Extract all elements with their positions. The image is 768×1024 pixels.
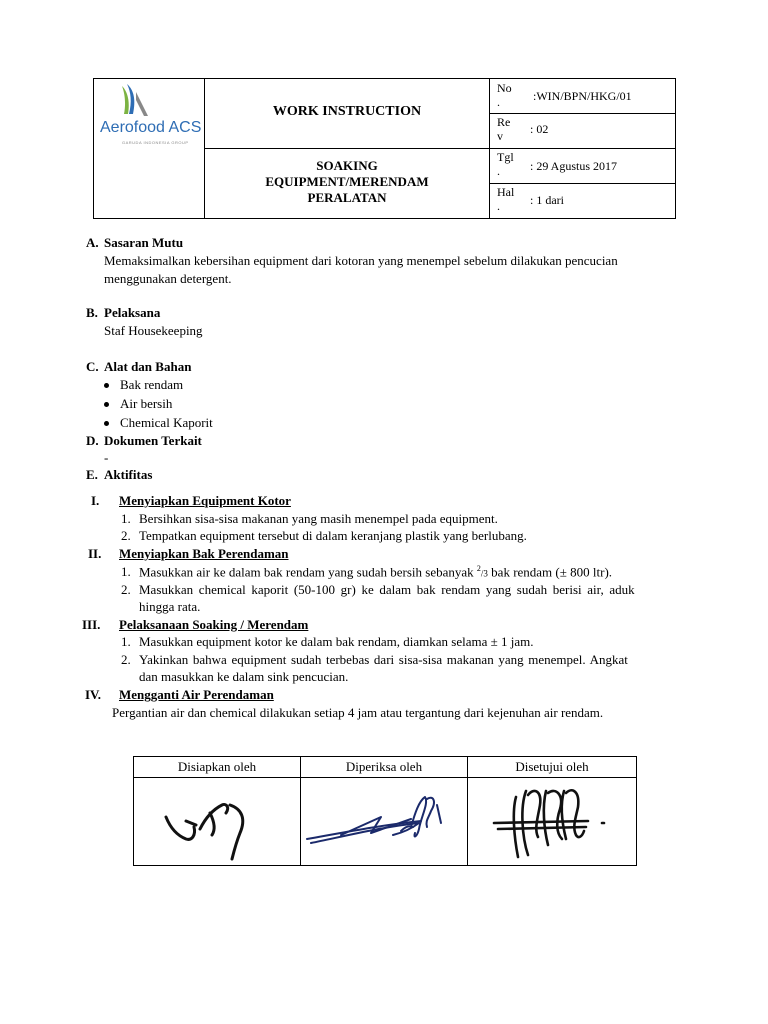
step-text-part: Masukkan air ke dalam bak rendam yang sudah bersih sebanyak <box>139 564 477 580</box>
step-number: 2. <box>121 528 131 543</box>
signature-checked <box>301 777 467 865</box>
meta-label-bottom: . <box>497 95 500 109</box>
step-text: Yakinkan bahwa equipment sudah terbebas dari sisa-sisa makanan yang menempel. Angkat <box>139 652 628 667</box>
activity-numeral: II. <box>88 546 102 561</box>
signature-prepared <box>134 777 300 865</box>
meta-label-top: Re <box>497 115 511 129</box>
step-text <box>139 564 612 580</box>
list-item: Chemical Kaporit <box>120 415 213 430</box>
activity-title: Pelaksanaan Soaking / Merendam <box>119 617 309 632</box>
divider <box>204 148 490 149</box>
divider <box>489 148 675 149</box>
activity-numeral: IV. <box>85 687 102 702</box>
meta-value-date: : 29 Agustus 2017 <box>530 159 618 173</box>
step-number: 1. <box>121 634 131 649</box>
step-text-part: bak rendam (± 800 ltr). <box>487 564 613 580</box>
bullet-icon <box>104 421 109 426</box>
meta-label <box>497 115 510 143</box>
step-text: Bersihkan sisa-sisa makanan yang masih menempel pada equipment. <box>139 511 498 526</box>
activity-numeral: III. <box>82 617 101 632</box>
section-text: menggunakan detergent. <box>104 271 232 286</box>
activity-title: Mengganti Air Perendaman <box>119 687 274 702</box>
meta-label-bottom: . <box>497 164 500 178</box>
signature-approved <box>468 777 636 865</box>
title-line: EQUIPMENT/MERENDAM <box>265 174 429 189</box>
meta-label-top: Tgl <box>497 150 514 164</box>
meta-label <box>497 81 512 109</box>
bullet-icon <box>104 402 109 407</box>
step-text: Masukkan equipment kotor ke dalam bak rendam, diamkan selama ± 1 jam. <box>139 634 534 649</box>
step-text: hingga rata. <box>139 599 201 614</box>
section-letter: D. <box>86 433 99 448</box>
title-line: SOAKING <box>316 158 378 173</box>
step-text: Masukkan chemical kaporit (50-100 gr) ke dalam bak rendam yang sudah berisi air, aduk <box>139 582 635 597</box>
signature-icon <box>468 777 636 865</box>
meta-label-bottom: v <box>497 129 503 143</box>
document-title <box>205 158 489 206</box>
signature-icon <box>301 777 467 865</box>
meta-label-bottom: . <box>497 199 500 213</box>
section-letter: C. <box>86 359 99 374</box>
fraction-numerator: 2 <box>476 564 481 573</box>
divider <box>489 183 675 184</box>
activity-numeral: I. <box>91 493 100 508</box>
section-title: Sasaran Mutu <box>104 235 184 250</box>
company-logo <box>100 82 200 146</box>
section-text: Memaksimalkan kebersihan equipment dari kotoran yang menempel sebelum dilakukan pencucian <box>104 253 618 268</box>
section-letter: B. <box>86 305 98 320</box>
activity-title: Menyiapkan Bak Perendaman <box>119 546 289 561</box>
meta-label-top: No <box>497 81 512 95</box>
step-number: 1. <box>121 564 131 579</box>
logo-mark-icon <box>100 82 200 122</box>
signature-header: Disiapkan oleh <box>177 759 257 774</box>
section-text: Staf Housekeeping <box>104 323 203 338</box>
section-letter: A. <box>86 235 99 250</box>
step-text: Tempatkan equipment tersebut di dalam keranjang plastik yang berlubang. <box>139 528 527 543</box>
signature-table <box>133 756 637 866</box>
section-title: Alat dan Bahan <box>104 359 192 374</box>
activity-title: Menyiapkan Equipment Kotor <box>119 493 291 508</box>
signature-icon <box>134 777 300 865</box>
step-text: dan masukkan ke dalam sink pencucian. <box>139 669 349 684</box>
meta-label <box>497 150 514 178</box>
list-item: Air bersih <box>120 396 173 411</box>
meta-value-page: : 1 dari <box>530 193 564 207</box>
step-number: 2. <box>121 582 131 597</box>
fraction-denominator: /3 <box>480 568 488 579</box>
meta-label-top: Hal <box>497 185 515 199</box>
signature-header: Diperiksa oleh <box>345 759 423 774</box>
logo-text: Aerofood ACS <box>100 119 202 136</box>
meta-value-revision: : 02 <box>530 122 549 136</box>
document-type: WORK INSTRUCTION <box>272 104 422 119</box>
section-text: - <box>104 450 109 465</box>
section-letter: E. <box>86 467 98 482</box>
logo-tagline: GARUDA INDONESIA GROUP <box>122 140 189 145</box>
section-title: Dokumen Terkait <box>104 433 202 448</box>
signature-header: Disetujui oleh <box>515 759 589 774</box>
divider <box>489 113 675 114</box>
bullet-icon <box>104 383 109 388</box>
activity-text: Pergantian air dan chemical dilakukan setiap 4 jam atau tergantung dari kejenuhan air rendam. <box>112 705 604 720</box>
step-number: 2. <box>121 652 131 667</box>
section-title: Aktifitas <box>104 467 153 482</box>
meta-value-doc-number: :WIN/BPN/HKG/01 <box>533 89 632 103</box>
section-title: Pelaksana <box>104 305 161 320</box>
step-number: 1. <box>121 511 131 526</box>
title-line: PERALATAN <box>307 190 387 205</box>
meta-label <box>497 185 514 213</box>
list-item: Bak rendam <box>120 377 184 392</box>
